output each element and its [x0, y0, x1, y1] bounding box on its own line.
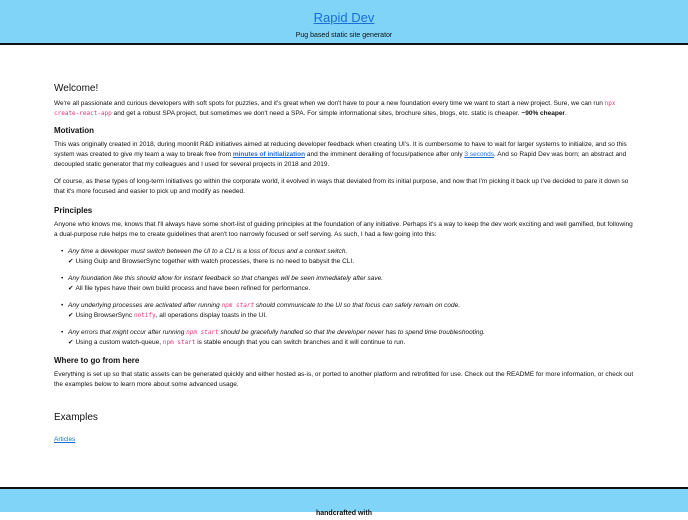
where-heading: Where to go from here	[54, 356, 140, 365]
articles-link[interactable]: Articles	[54, 436, 76, 443]
principle-text	[68, 274, 634, 284]
create-react-app-code: npx create-react-app	[54, 100, 616, 117]
check-icon: ✔	[68, 284, 74, 292]
check-text-a: Using BrowserSync	[75, 311, 134, 319]
welcome-paragraph	[54, 99, 634, 119]
cheaper-bold: ~90% cheaper	[521, 110, 565, 117]
main-content	[0, 45, 688, 446]
notify-code: notify	[133, 311, 156, 319]
welcome-text-b: and get a robust SPA project, but sometimes we don't need a SPA. For simple informational sites, brochure sites, blogs, etc. static is cheaper.	[111, 110, 522, 117]
principle-item	[61, 328, 634, 347]
principle-text-b: should communicate to the UI so that focus can safely remain on code.	[254, 302, 461, 309]
principle-item	[61, 301, 634, 320]
minutes-of-initialization-link[interactable]: minutes of initialization	[232, 151, 306, 158]
principles-list	[54, 247, 634, 347]
check-icon: ✔	[68, 338, 74, 346]
principle-check	[68, 311, 634, 321]
site-subtitle: Pug based static site generator	[295, 32, 393, 39]
motivation-text-c: . And so Rapid Dev was born; an abstract and decoupled static generator that my colleagues and I used for several projects in 2018 and 2019.	[54, 151, 627, 168]
welcome-text-c: .	[564, 110, 567, 117]
site-header	[0, 0, 688, 45]
principle-text	[68, 328, 634, 338]
principle-text-a: Any time a developer must switch between the UI to a CLI is a loss of focus and a context switch.	[68, 248, 348, 255]
welcome-text-a: We're all passionate and curious developers with soft spots for puzzles, and it's great when we don't have to pour a new foundation every time we want to start a new project. Sure, we can run	[54, 100, 605, 107]
where-paragraph: Everything is set up so that static assets can be generated quickly and either hosted as-is, or ported to another platform and retrofitted for use. Check out the README for more information, or check out the examples below to learn more about some advanced usage.	[54, 371, 634, 388]
principle-text-a: Any underlying processes are activated after running	[68, 302, 222, 309]
principle-text-a: Any foundation like this should allow for instant feedback so that changes will be seen immediately after save.	[68, 275, 384, 282]
site-title-link[interactable]: Rapid Dev	[313, 10, 375, 25]
examples-heading: Examples	[54, 412, 98, 423]
npm-start-code: npm start	[186, 329, 219, 336]
principle-text-b: should be gracefully handled so that the developer never has to spend time troubleshooting.	[218, 329, 485, 336]
principle-item	[61, 247, 634, 266]
npm-start-code: npm start	[162, 338, 196, 346]
check-icon: ✔	[68, 311, 74, 319]
principles-heading: Principles	[54, 206, 93, 215]
principle-check	[68, 338, 634, 348]
check-text-a: Using a custom watch-queue,	[75, 338, 163, 346]
principle-check	[68, 284, 634, 294]
principle-check	[68, 257, 634, 267]
principle-item	[61, 274, 634, 293]
motivation-text-b: and the imminent derailing of focus/patience after only	[305, 151, 465, 158]
motivation-heading: Motivation	[54, 126, 94, 135]
welcome-heading: Welcome!	[54, 83, 99, 94]
motivation-paragraph-2: Of course, as these types of long-term initiatives go within the corporate world, it evolved in ways that deviated from its initial purpose, and now that I'm picking it back up I've decided to pare it down so that it's more focused and easier to pick up and modify as needed.	[54, 178, 629, 195]
site-footer	[0, 487, 688, 517]
check-text-a: All file types have their own build process and have been refined for performance.	[75, 284, 311, 292]
check-text-a: Using Gulp and BrowserSync together with watch processes, there is no need to babysit the CLI.	[75, 257, 355, 265]
motivation-paragraph-1	[54, 140, 634, 170]
principles-intro: Anyone who knows me, knows that I'll always have some short-list of guiding principles at the foundation of any initiative. Perhaps it's a way to keep the dev work exciting and well gamified, but following a dual-purpose rule helps me to create guidelines that aren't too narrowly focused or self serving. As such, I had a few going into this:	[54, 221, 633, 238]
principle-text	[68, 301, 634, 311]
npm-start-code: npm start	[221, 302, 255, 309]
motivation-text-a: This was originally created in 2018, during moonlit R&D initiatives aimed at reducing developer feedback when creating UI's. It is cumbersome to have to wait for larger systems to initialize, and so this system was created to give my team a way to break free from	[54, 141, 627, 158]
principle-text-a: Any errors that might occur after running	[68, 329, 187, 336]
check-text-b: is stable enough that you can switch branches and it will continue to run.	[195, 338, 406, 346]
check-icon: ✔	[68, 257, 74, 265]
check-text-b: , all operations display toasts in the UI.	[155, 311, 267, 319]
principle-text	[68, 247, 634, 257]
three-seconds-link[interactable]: 3 seconds	[464, 151, 495, 158]
footer-text: handcrafted with	[315, 510, 372, 517]
